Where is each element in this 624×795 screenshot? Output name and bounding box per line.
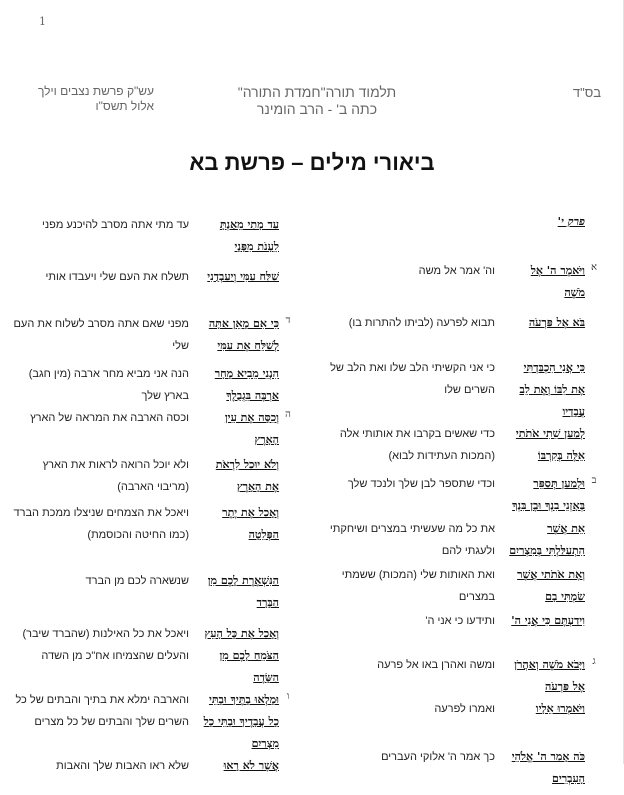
header-month-year: אלול תשס"ו xyxy=(95,99,155,113)
verse-number: ג xyxy=(592,656,596,667)
torah-phrase: וְכִסָּה אֶת עֵין הָאָרֶץ xyxy=(224,411,279,446)
torah-phrase: אֲשֶׁר לֹא רָאוּ xyxy=(223,759,279,772)
torah-phrase: וּמָלְאוּ בָתֶּיךָ וּבָתֵּי כָל עֲבָדֶיךָ וּבָתֵּי כָל מִצְרַיִם xyxy=(203,693,279,750)
phrase-explanation: ויאכל את כל האילנות (שהברד שיבר) והעלים שהצמיחו אח"כ מן השדה xyxy=(22,628,189,662)
word-explanation-row xyxy=(11,313,297,363)
verse-number xyxy=(585,610,603,612)
verse-number xyxy=(585,698,603,700)
verse-number xyxy=(279,755,297,757)
verse-number xyxy=(279,266,297,268)
verse-number xyxy=(585,312,603,314)
phrase-explanation: ומשה ואהרן באו אל פרעה xyxy=(377,659,495,671)
page-title: ביאורי מילים – פרשת בא xyxy=(189,150,435,175)
verse-number xyxy=(585,564,603,566)
verse-number xyxy=(585,518,603,520)
verse-number: ד xyxy=(285,315,291,326)
phrase-explanation: ואמרו לפרעה xyxy=(434,703,495,715)
phrase-explanation: תשלח את העם שלי ויעבדו אותי xyxy=(45,271,189,283)
word-explanation-row xyxy=(11,266,297,313)
phrase-explanation: מפני שאם אתה מסרב לשלוח את העם שלי xyxy=(13,318,189,352)
verse-number: ב xyxy=(591,475,597,486)
word-explanation-row xyxy=(11,214,297,266)
verse-number xyxy=(279,454,297,456)
word-explanation-row xyxy=(11,363,297,407)
left-column xyxy=(11,214,297,795)
torah-phrase: וְאֶת אֹתֹתַי אֲשֶׁר שַׂמְתִּי בָם xyxy=(517,568,585,603)
phrase-explanation: שלא ראו האבות שלך והאבות xyxy=(56,760,189,772)
word-explanation-row xyxy=(321,260,603,312)
verse-number: ה xyxy=(285,409,291,420)
word-explanation-row xyxy=(11,689,297,755)
torah-phrase: בֹּא אֶל פַּרְעֹה xyxy=(528,316,585,329)
word-explanation-row xyxy=(11,454,297,502)
phrase-explanation: ותידעו כי אני ה' xyxy=(425,615,495,627)
phrase-explanation: וה' אמר אל משה xyxy=(418,265,495,277)
header-bsd: בס"ד xyxy=(572,85,601,100)
word-explanation-row xyxy=(11,570,297,623)
phrase-explanation: כדי שאשים בקרבו את אותותי אלה (המכות העתידות לבוא) xyxy=(339,428,495,462)
chapter-label: פרק י' xyxy=(557,215,585,228)
torah-phrase: כֹּה אָמַר ה' אֱלֹהֵי הָעִבְרִים xyxy=(511,750,585,785)
phrase-explanation: עד מתי אתה מסרב להיכנע מפני xyxy=(41,219,189,231)
verse-number xyxy=(585,746,603,748)
torah-phrase: כִּי אֲנִי הִכְבַּדְתִּי אֶת לִבּוֹ וְאֶת לֵב עֲבָדָיו xyxy=(519,361,585,418)
torah-phrase: וְאָכַל אֶת כָּל הָעֵץ הַצֹּמֵחַ לָכֶם מִן הַשָּׂדֶה xyxy=(204,627,279,684)
header-school-name: תלמוד תורה"חמדת התורה" xyxy=(237,84,397,100)
torah-phrase: עַד מָתַי מֵאַנְתָּ לֵעָנֹת מִפָּנָי xyxy=(219,218,279,253)
phrase-explanation: ויאכל את הצמחים שניצלו ממכת הברד (כמו החיטה והכוסמת) xyxy=(13,507,189,541)
torah-phrase: הִנְנִי מֵבִיא מָחָר אַרְבֶּה בִּגְבֻלֶךָ xyxy=(214,367,279,402)
torah-phrase: וַיָּבֹא מֹשֶׁה וְאַהֲרֹן אֶל פַּרְעֹה xyxy=(514,658,585,693)
right-column xyxy=(321,214,603,790)
phrase-explanation: הנה אני מביא מחר ארבה (מין חגב) בארץ שלך xyxy=(28,368,189,402)
phrase-explanation: שנשארה לכם מן הברד xyxy=(85,575,189,587)
word-explanation-row xyxy=(321,654,603,698)
verse-number xyxy=(585,423,603,425)
verse-number xyxy=(279,623,297,625)
torah-phrase: וִידַעְתֶּם כִּי אֲנִי ה' xyxy=(511,614,585,627)
verse-number: ו xyxy=(286,691,290,702)
word-explanation-row xyxy=(321,518,603,564)
phrase-explanation: והארבה ימלא את בתיך והבתים של כל השרים שלך והבתים של כל מצרים xyxy=(15,694,189,728)
header-parasha-date: עש"ק פרשת נצבים וילך xyxy=(38,84,155,98)
verse-number xyxy=(585,357,603,359)
verse-number: א xyxy=(590,262,597,273)
verse-number xyxy=(279,363,297,365)
torah-phrase: שַׁלַּח עַמִּי וְיַעַבְדֻנִי xyxy=(207,270,279,283)
torah-phrase: אֵת אֲשֶׁר הִתְעַלַּלְתִּי בְּמִצְרַיִם xyxy=(509,522,585,557)
phrase-explanation: תבוא לפרעה (לביתו להתרות בו) xyxy=(348,317,495,329)
torah-phrase: לְמַעַן שִׁתִי אֹתֹתַי אֵלֶּה בְּקִרְבּוֹ xyxy=(515,427,585,462)
header-class-teacher: כתה ב' - הרב הומינר xyxy=(256,101,378,117)
word-explanation-row xyxy=(321,698,603,746)
word-explanation-row xyxy=(321,610,603,654)
word-explanation-row xyxy=(321,312,603,357)
phrase-explanation: את כל מה שעשיתי במצרים ושיחקתי ולעגתי להם xyxy=(329,523,495,557)
word-explanation-row xyxy=(321,564,603,610)
phrase-explanation: כך אמר ה' אלוקי העברים xyxy=(381,751,495,763)
page-number: 1 xyxy=(39,15,46,28)
verse-number xyxy=(279,214,297,216)
word-explanation-row xyxy=(11,407,297,454)
word-explanation-row xyxy=(321,423,603,473)
torah-phrase: וַיֹּאמְרוּ אֵלָיו xyxy=(535,702,585,715)
header-date xyxy=(38,84,154,114)
phrase-explanation: ואת האותות שלי (המכות) ששמתי במצרים xyxy=(341,569,495,603)
word-explanation-row xyxy=(321,357,603,423)
phrase-explanation: כי אני הקשיתי הלב שלו ואת הלב של השרים שלו xyxy=(330,362,495,396)
torah-phrase: וְאָכַל אֶת יֶתֶר הַפְּלֵטָה xyxy=(222,506,279,541)
verse-number xyxy=(279,570,297,572)
word-explanation-row xyxy=(11,755,297,795)
word-explanation-row xyxy=(11,623,297,689)
phrase-explanation: וכסה הארבה את המראה של הארץ xyxy=(30,412,189,424)
torah-phrase: וַיֹּאמֶר ה' אֶל מֹשֶׁה xyxy=(530,264,585,299)
phrase-explanation: ולא יוכל הרואה לראות את הארץ (מריבוי הארבה) xyxy=(42,459,189,493)
torah-phrase: וּלְמַעַן תְּסַפֵּר בְּאָזְנֵי בִנְךָ וּבֶן בִּנְךָ xyxy=(512,477,585,512)
word-explanation-row xyxy=(321,746,603,790)
torah-phrase: הַנִּשְׁאֶרֶת לָכֶם מִן הַבָּרָד xyxy=(207,574,279,609)
verse-number xyxy=(279,502,297,504)
torah-phrase: כִּי אִם מָאֵן אַתָּה לְשַׁלֵּחַ אֶת עַמִּי xyxy=(208,317,279,352)
phrase-explanation: וכדי שתספר לבן שלך ולנכד שלך xyxy=(347,478,495,490)
word-explanation-row xyxy=(11,502,297,570)
word-explanation-row xyxy=(321,473,603,518)
torah-phrase: וְלֹא יוּכַל לִרְאֹת אֶת הָאָרֶץ xyxy=(215,458,279,493)
